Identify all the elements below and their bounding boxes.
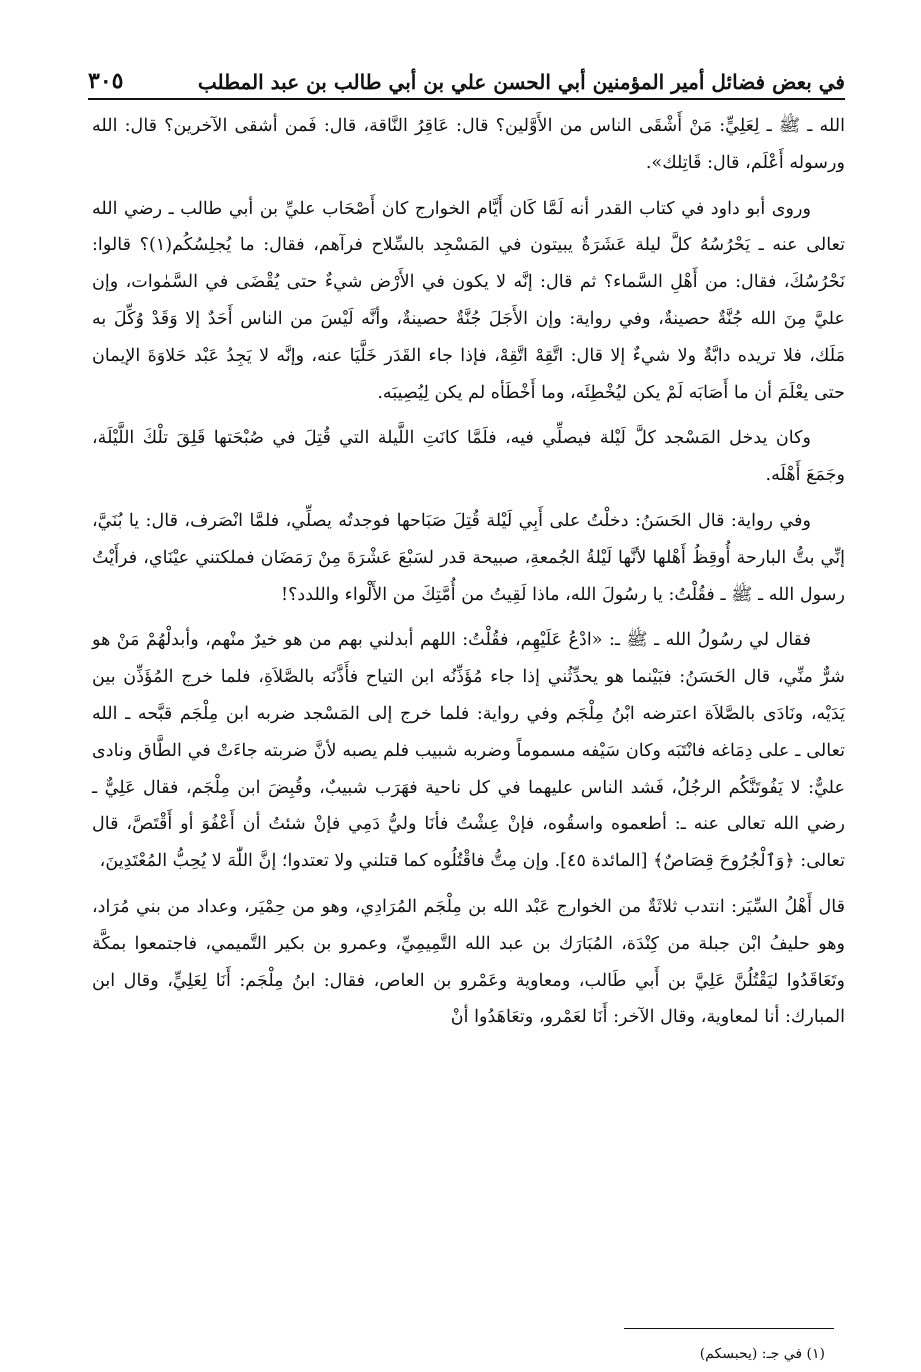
header-rule	[88, 98, 845, 100]
page-header	[88, 50, 845, 94]
paragraph: قال أَهْلُ السِّيَر: انتدب ثلاثَةٌ من الخوارج عَبْد الله بن مِلْجَم المُرَادِي، وهو من حِمْيَر، وعداد من بني مُرَاد، وهو حليفُ ابْن جبلة من كِنْدَة، المُبَارَك بن عبد الله التَّمِيمِيِّ، وعمرو بن بكير التَّميمي، فاجتمعوا بمكَّة وتَعَاقَدُوا ليَقْتُلُنَّ عَلِيَّ بن أَبي طَالب، ومعاوية وعَمْرو بن العاص، فقال: ابنُ مِلْجَم: أَنَا لِعَلِيٍّ، وقال ابن المبارك: أنا لمعاوية، وقال الآخر: أَنَا لعَمْرو، وتعَاهَدُوا أنْ	[92, 896, 845, 1028]
page-number: ٣٠٥	[88, 68, 124, 94]
body-text	[92, 108, 845, 1045]
paragraph: فقال لي رسُولُ الله ـ ﷺ ـ: «ادْعُ عَلَيْهِم، فقُلْتُ: اللهم أبدلني بهم من هو خيرٌ منْهم، وأبدلْهُمْ مَنْ هو شرٌّ منِّي، قال الحَسَنُ: فبَيْنما هو يحدِّثُني إذا جاء مُؤَذِّنُه ابن التياح فأَذَّنَه بالصَّلاَةِ، فلما خرج المُؤَذِّن بين يَدَيْه، ونَادَى بالصَّلاَة اعترضه ابْنُ مِلْجَم وفي رواية: فلما خرج إلى المَسْجد ضربه ابن مِلْجَم قبَّحه ـ الله تعالى ـ على دِمَاغه فانْتَبَه وكان سَيْفه مسموماً وضربه شبيب فلم يصبه لأنَّ ضربته جاءَتْ في الطَّاق ونادى عليٌّ: لا يَفُوتَنَّكُم الرجُلُ، فَشد الناس عليهما في كل ناحية فهَرَب شبيبٌ، وقُبِضَ ابن مِلْجَم، فقال عَلِيٌّ ـ رضي الله تعالى عنه ـ: أطعموه واسقُوه، فإنْ عِشْتُ فأنَا وليُّ دَمِي فإنْ شئتُ أن أَعْفُوَ أو أَقْتَصَّ، قال تعالى: ﴿وَٱلْجُرُوحَ قِصَاصٌ﴾ [المائدة ٤٥]. وإن مِتُّ فاقْتُلُوه كما قتلني ولا تعتدوا؛ إنَّ اللّٰهَ لا يُحِبُّ المُعْتَدِينَ،	[92, 630, 845, 872]
running-title: في بعض فضائل أمير المؤمنين أبي الحسن علي بن أبي طالب بن عبد المطلب	[197, 70, 845, 94]
footnote-rule	[624, 1328, 834, 1329]
paragraph: وفي رواية: قال الحَسَنُ: دخلْتُ على أَبِي لَيْلة قُتِلَ صَبَاحها فوجدتُه يصلِّي، فلمَّا انْصَرف، قال: يا بُنَيَّ، إنِّي بتُّ البارحة أُوقِظُ أَهْلها لأنَّها لَيْلةُ الجُمعةِ، صبيحة قدر لسَبْعَ عَشْرَةَ مِنْ رَمَضَان فملكتني عيْنَاي، فرأَيْتُ رسول الله ـ ﷺ ـ فقُلْتُ: يا رسُولَ الله، ماذا لَقِيتُ من أُمَّتِكَ من الأَلْواء واللدد؟!	[92, 510, 845, 605]
footnote: (١) في جـ: (يحبسكم)	[699, 1346, 825, 1362]
paragraph: الله ـ ﷺ ـ لِعَلِيٍّ: مَنْ أَشْقَى الناس من الأَوَّلين؟ قال: عَاقِرُ النَّاقة، قال: فَمن أشقى الآخرين؟ قال: الله ورسوله أَعْلَم، قال: قَاتِلك».	[92, 116, 845, 173]
paragraph: وكان يدخل المَسْجد كلَّ لَيْلة فيصلِّي فيه، فلَمَّا كانَتِ اللَّيلة التي قُتِلَ في صُبْحَتها قَلِقَ تلْكَ اللَّيْلَة، وجَمَعَ أَهْلَه.	[92, 428, 845, 486]
paragraph: وروى أبو داود في كتاب القدر أنه لَمَّا كَان أَيَّام الخوارج كان أَصْحَاب عليِّ بن أبي طالب ـ رضي الله تعالى عنه ـ يَحْرُسُهُ كلَّ ليلة عَشَرَةٌ يبيتون في المَسْجِد بالسِّلاح فرآهم، فقال: ما يُجلِسُكُم(١)؟ قالوا: نَحْرُسُكَ، فقال: من أَهْلِ السَّماء؟ ثم قال: إنَّه لا يكون في الأَرْض شيءٌ حتى يُقْضَى في السَّمٰوات، وإن عليَّ مِنَ الله جُنَّةٌ حصينةٌ، وفي رواية: وإن الأَجَلَ جُنَّةٌ حصينةٌ، وأنَّه لَيْسَ من الناس أَحَدٌ إلا وَقَدْ وُكِّلَ به مَلَك، فلا تريده دابَّةٌ ولا شيءٌ إلا قال: اتَّقِهْ اتَّقِهْ، فإذا جاء القَدَر خَلَّيَا عنه، وإنَّه لا يَجِدُ عَبْد حَلاوَةَ الإيمان حتى يعْلَمَ أن ما أَصَابَه لَمْ يكن ليُخْطِئَه، وما أَخْطَأه لم يكن لِيُصِيبَه.	[92, 198, 845, 403]
